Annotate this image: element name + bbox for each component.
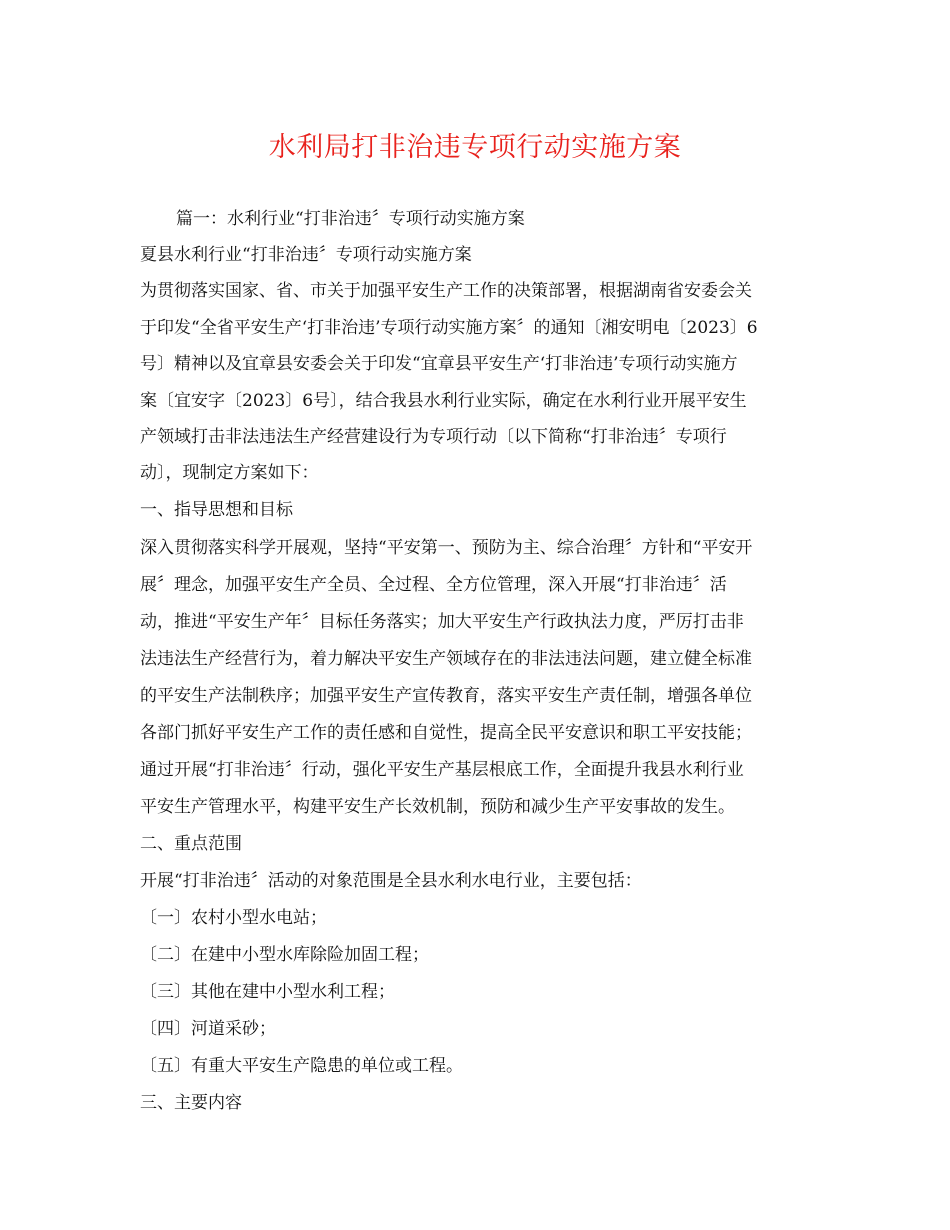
document-title: 水利局打非治违专项行动实施方案 — [268, 132, 682, 163]
list-item: 〔一〕农村小型水电站； — [140, 908, 327, 928]
text-line: 于印发“全省平安生产‘打非治违’专项行动实施方案〞的通知〔湘安明电〔2023〕6 — [140, 318, 758, 338]
text-line: 动〕，现制定方案如下： — [140, 463, 319, 483]
text-line: 动，推进“平安生产年〞目标任务落实；加大平安生产行政执法力度，严厉打击非 — [140, 612, 744, 632]
text-line: 的平安生产法制秩序；加强平安生产宣传教育，落实平安生产责任制，增强各单位 — [140, 686, 752, 706]
text-line: 深入贯彻落实科学开展观，坚持“平安第一、预防为主、综合治理〞方针和“平安开 — [140, 538, 753, 558]
text-line: 产领域打击非法违法生产经营建设行为专项行动〔以下简称“打非治违〞专项行 — [140, 427, 727, 447]
text-line: 通过开展“打非治违〞行动，强化平安生产基层根底工作，全面提升我县水利行业 — [140, 760, 744, 780]
text-line: 夏县水利行业“打非治违〞专项行动实施方案 — [140, 245, 472, 265]
section-heading: 三、主要内容 — [140, 1093, 242, 1113]
list-item: 〔五〕有重大平安生产隐患的单位或工程。 — [140, 1056, 463, 1076]
section-heading: 一、指导思想和目标 — [140, 500, 293, 520]
text-line: 案〔宜安字〔2023〕6号〕，结合我县水利行业实际，确定在水利行业开展平安生 — [140, 391, 747, 411]
text-line: 篇一：水利行业“打非治违〞专项行动实施方案 — [176, 209, 525, 229]
section-heading: 二、重点范围 — [140, 834, 242, 854]
text-line: 为贯彻落实国家、省、市关于加强平安生产工作的决策部署，根据湖南省安委会关 — [140, 281, 752, 301]
text-line: 开展“打非治违〞活动的对象范围是全县水利水电行业，主要包括： — [140, 871, 642, 891]
text-line: 展〞理念，加强平安生产全员、全过程、全方位管理，深入开展“打非治违〞活 — [140, 575, 727, 595]
text-line: 法违法生产经营行为，着力解决平安生产领域存在的非法违法问题，建立健全标准 — [140, 649, 752, 669]
text-line: 号〕精神以及宜章县安委会关于印发“宜章县平安生产‘打非治违’专项行动实施方 — [140, 354, 738, 374]
text-line: 平安生产管理水平，构建平安生产长效机制，预防和减少生产平安事故的发生。 — [140, 797, 735, 817]
list-item: 〔二〕在建中小型水库除险加固工程； — [140, 945, 429, 965]
text-line: 各部门抓好平安生产工作的责任感和自觉性，提高全民平安意识和职工平安技能； — [140, 723, 752, 743]
list-item: 〔四〕河道采砂； — [140, 1019, 276, 1039]
list-item: 〔三〕其他在建中小型水利工程； — [140, 982, 395, 1002]
